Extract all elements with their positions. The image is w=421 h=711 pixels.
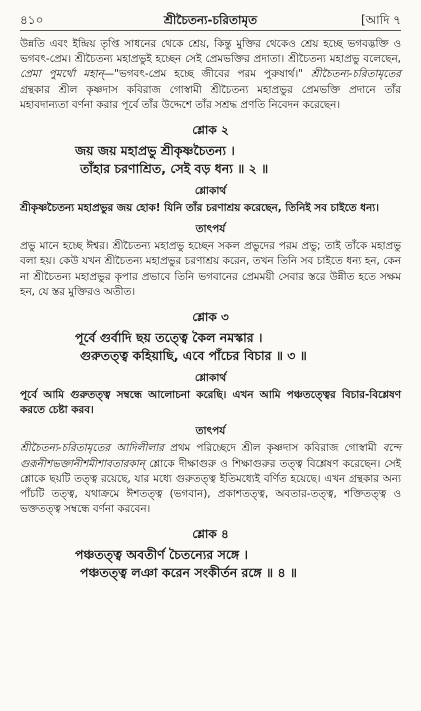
intro-text-1: উন্নতি এবং ইন্দ্রিয় তৃপ্তি সাধনের থেকে শ্রেয়, কিন্তু মুক্তির থেকেও শ্রেয় হচ্ছে ভগবদ্ভক্তি ও ভগবৎ-প্রেম। শ্রীচৈতন্য মহাপ্রভুই হচ্ছেন সেই প্রেমভক্তির প্রদাতা। শ্রীচৈতন্য মহাপ্রভু বলেছেন, <box>20 38 401 66</box>
sloka-3-line-2: গুরুতত্ত্ব কহিয়াছি, এবে পাঁচের বিচার ॥ ৩ ॥ <box>80 348 307 364</box>
sloka-2-line-1: জয় জয় মহাপ্রভু শ্রীকৃষ্ণচৈতন্য । <box>75 143 235 159</box>
sloka-2-purport-heading: তাৎপর্য <box>195 223 226 236</box>
sloka-4-heading: শ্লোক ৪ <box>192 527 229 542</box>
running-title: শ্রীচৈতন্য-চরিতামৃত <box>163 13 258 27</box>
sloka-3-purport <box>20 441 401 517</box>
purport-text-2: শ্লোকে দীক্ষাগুরু ও শিক্ষাগুরুর তত্ত্ব বিশ্লেষণ করেছেন। সেই শ্লোকে ছয়টি তত্ত্ব রয়েছে, যার মধ্যে গুরুতত্ত্ব ইতিমধ্যেই বর্ণিত হয়েছে। এখন গ্রন্থকার অন্য পাঁচটি তত্ত্ব, যথাক্রমে ঈশতত্ত্ব (ভগবান), প্রকাশতত্ত্ব, অবতার-তত্ত্ব, শক্তিতত্ত্ব ও ভক্ততত্ত্ব সম্বন্ধে বর্ণনা করবেন। <box>20 457 401 516</box>
intro-paragraph <box>20 37 401 113</box>
intro-quote: প্রেমা পুমর্থো মহান্ <box>20 68 104 81</box>
sloka-2-heading: শ্লোক ২ <box>192 123 229 138</box>
intro-text-2: —"ভগবৎ-প্রেম হচ্ছে জীবের পরম পুরুষার্থ।" <box>103 68 303 81</box>
section-marker: [আদি ৭ <box>360 13 401 27</box>
sloka-3-purport-heading: তাৎপর্য <box>195 425 226 438</box>
page-number: ৪১০ <box>20 13 44 27</box>
page-header <box>20 10 401 31</box>
sloka-2-translation: শ্রীকৃষ্ণচৈতন্য মহাপ্রভুর জয় হোক! যিনি তাঁর চরণাশ্রয় করেছেন, তিনিই সব চাইতে ধন্য। <box>20 202 379 215</box>
sloka-2-line-2: তাঁহার চরণাশ্রিত, সেই বড় ধন্য ॥ ২ ॥ <box>80 161 269 177</box>
purport-book-title: শ্রীচৈতন্য-চরিতামৃতের আদিলীলার <box>20 442 164 455</box>
sloka-3-translation-heading: শ্লোকার্থ <box>194 372 227 385</box>
intro-book-title: শ্রীচৈতন্য-চরিতামৃতের <box>310 68 401 81</box>
sloka-3-line-1: পূর্বে গুর্বাদি ছয় তত্ত্বে কৈল নমস্কার । <box>75 330 263 346</box>
sloka-2-translation-heading: শ্লোকার্থ <box>194 185 227 198</box>
sloka-4-line-1: পঞ্চতত্ত্ব অবতীর্ণ চৈতন্যের সঙ্গে । <box>75 547 248 563</box>
sloka-3-translation: পূর্বে আমি গুরুতত্ত্ব সম্বন্ধে আলোচনা করেছি। এখন আমি পঞ্চতত্ত্বের বিচার-বিশ্লেষণ করতে চেষ্টা করব। <box>20 389 401 417</box>
sloka-4-line-2: পঞ্চতত্ত্ব লঞা করেন সংকীর্তন রঙ্গে ॥ ৪ ॥ <box>80 565 298 581</box>
purport-quote: বন্দে গুরূনীশভক্তানীশমীশাবতারকান্ <box>20 442 401 470</box>
sloka-3-heading: শ্লোক ৩ <box>192 310 229 325</box>
sloka-2-purport: প্রভু মানে হচ্ছে ঈশ্বর। শ্রীচৈতন্য মহাপ্রভু হচ্ছেন সকল প্রভুদের পরম প্রভু; তাই তাঁকে মহাপ্রভু বলা হয়। কেউ যখন শ্রীচৈতন্য মহাপ্রভুর চরণাশ্রয় করেন, তখন তিনি সব চাইতে ধন্য হন, কেন না শ্রীচৈতন্য মহাপ্রভুর কৃপার প্রভাবে তিনি ভগবানের প্রেমময়ী সেবার স্তরে উন্নীত হতে সক্ষম হন, যে স্তর মুক্তিরও অতীত। <box>20 240 401 298</box>
purport-text-1: প্রথম পরিচ্ছেদে শ্রীল কৃষ্ণদাস কবিরাজ গোস্বামী <box>170 442 377 455</box>
intro-text-3: গ্রন্থকার শ্রীল কৃষ্ণদাস কবিরাজ গোস্বামী শ্রীচৈতন্য মহাপ্রভুর প্রেমভক্তি প্রদানে তাঁর মহাবদান্যতা বর্ণনা করার পূর্বে তাঁর উদ্দেশে তাঁর সশ্রদ্ধ প্রণতি নিবেদন করেছেন। <box>20 83 401 111</box>
